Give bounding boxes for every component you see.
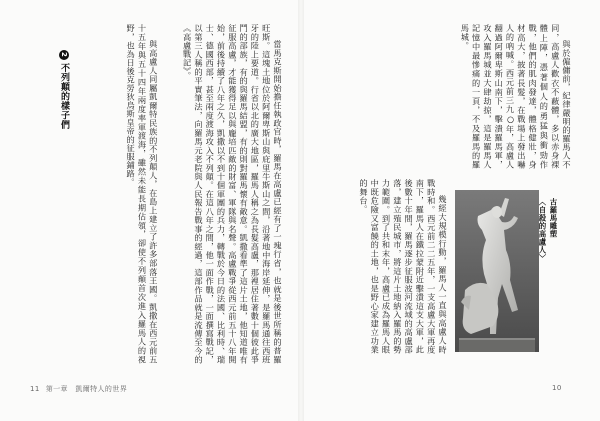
right-page-footer — [552, 384, 562, 396]
left-page-column — [38, 24, 283, 364]
right-page-paragraph: 與於僱傭前，紀律嚴明的羅馬人不同，高盧人歡衣不蔽體，多以赤身裸體上陣，憑著個人的勇猛與衝勁作戰，他們的肌肉發達，體格健壯，身材高大，披著長髮，在戰場上發出嚇人的吶喊。西元前三九○年，高盧人翻過阿爾卑斯山南下，擊潰羅馬軍，攻入羅馬城並大肆劫掠，這是羅馬人記憶中最慘痛的一頁，不及羅馬的羅馬城。 — [460, 24, 572, 169]
left-page-number: 11 — [30, 385, 40, 393]
left-page-footer — [30, 384, 127, 396]
right-page-bottom-column — [328, 179, 448, 354]
statue-image — [455, 190, 539, 352]
statue-figure — [455, 190, 559, 352]
left-page-paragraph: 與高盧人同屬凱爾特民族的不列顛人，在島上建立了許多部落王國。凱撒在西元前五十五年與五十四年兩度率軍渡海，雖然未能長期佔領，卻使不列顛首次進入羅馬人的視野，也為日後克勞狄烏斯皇帝的征服鋪路。 — [126, 24, 159, 364]
right-page-paragraph: 幾經大規模行動，羅馬人一直與高盧人時戰時和。西元前二二五年，一支高盧大軍再度南下，羅馬人在鐵拉蒙附近擊潰這支大軍，此後數十年間，羅馬逐步征服波河流域的高盧部落，建立殖民城市，將這片土地納入羅馬的勢力範圍。到了共和末年，高盧已成為羅馬人眼中既危險又富饒的土地，也是野心家建立功業的舞台。 — [358, 179, 448, 354]
right-page-number: 10 — [552, 384, 562, 392]
figure-caption — [538, 198, 559, 328]
figure-caption-line: 〈自殺的高盧人〉 — [538, 198, 547, 262]
figure-caption-line: 古羅馬雕塑 — [549, 198, 558, 238]
section-heading — [56, 50, 71, 170]
section-number-badge: 2 — [59, 50, 69, 60]
left-page-spacer — [170, 24, 181, 364]
book-gutter — [298, 0, 304, 421]
left-page-paragraph: 當馬克斯開始擔任執政官時，羅馬在高盧已經有了一塊行省，也就是後世所稱的普羅旺斯。這塊土地位於阿爾卑斯山與庇里牛斯山之間，沿著地中海岸延伸，是羅馬通往西班牙的陸上要道。行省以北的廣大地區，羅馬人稱之為長髮高盧，那裡居住著數十個彼此爭鬥的部族，有的與羅馬結盟，有的則對羅馬懷有敵意。凱撒看準了這片土地，他知道唯有征服高盧，才能獲得足以與龐培匹敵的財富、軍隊與名聲。高盧戰爭從西元前五十八年開始，前後持續了八年之久，凱撒以不到十個軍團的兵力，轉戰於今日的法國、比利時、瑞士、德國西部，甚至兩度渡海攻入不列顛。在這八年之間，他一面作戰，一面撰寫戰記，以第三人稱的平實筆法，向羅馬元老院與人民報告戰事的經過，這部作品就是流傳至今的《高盧戰記》。 — [182, 24, 283, 364]
section-heading-text: 不列顛的樣子們 — [59, 63, 69, 130]
right-page-top-column — [328, 24, 572, 169]
running-footer-chapter: 第一章 凱爾特人的世界 — [45, 385, 128, 393]
left-page-spacer — [159, 24, 170, 364]
